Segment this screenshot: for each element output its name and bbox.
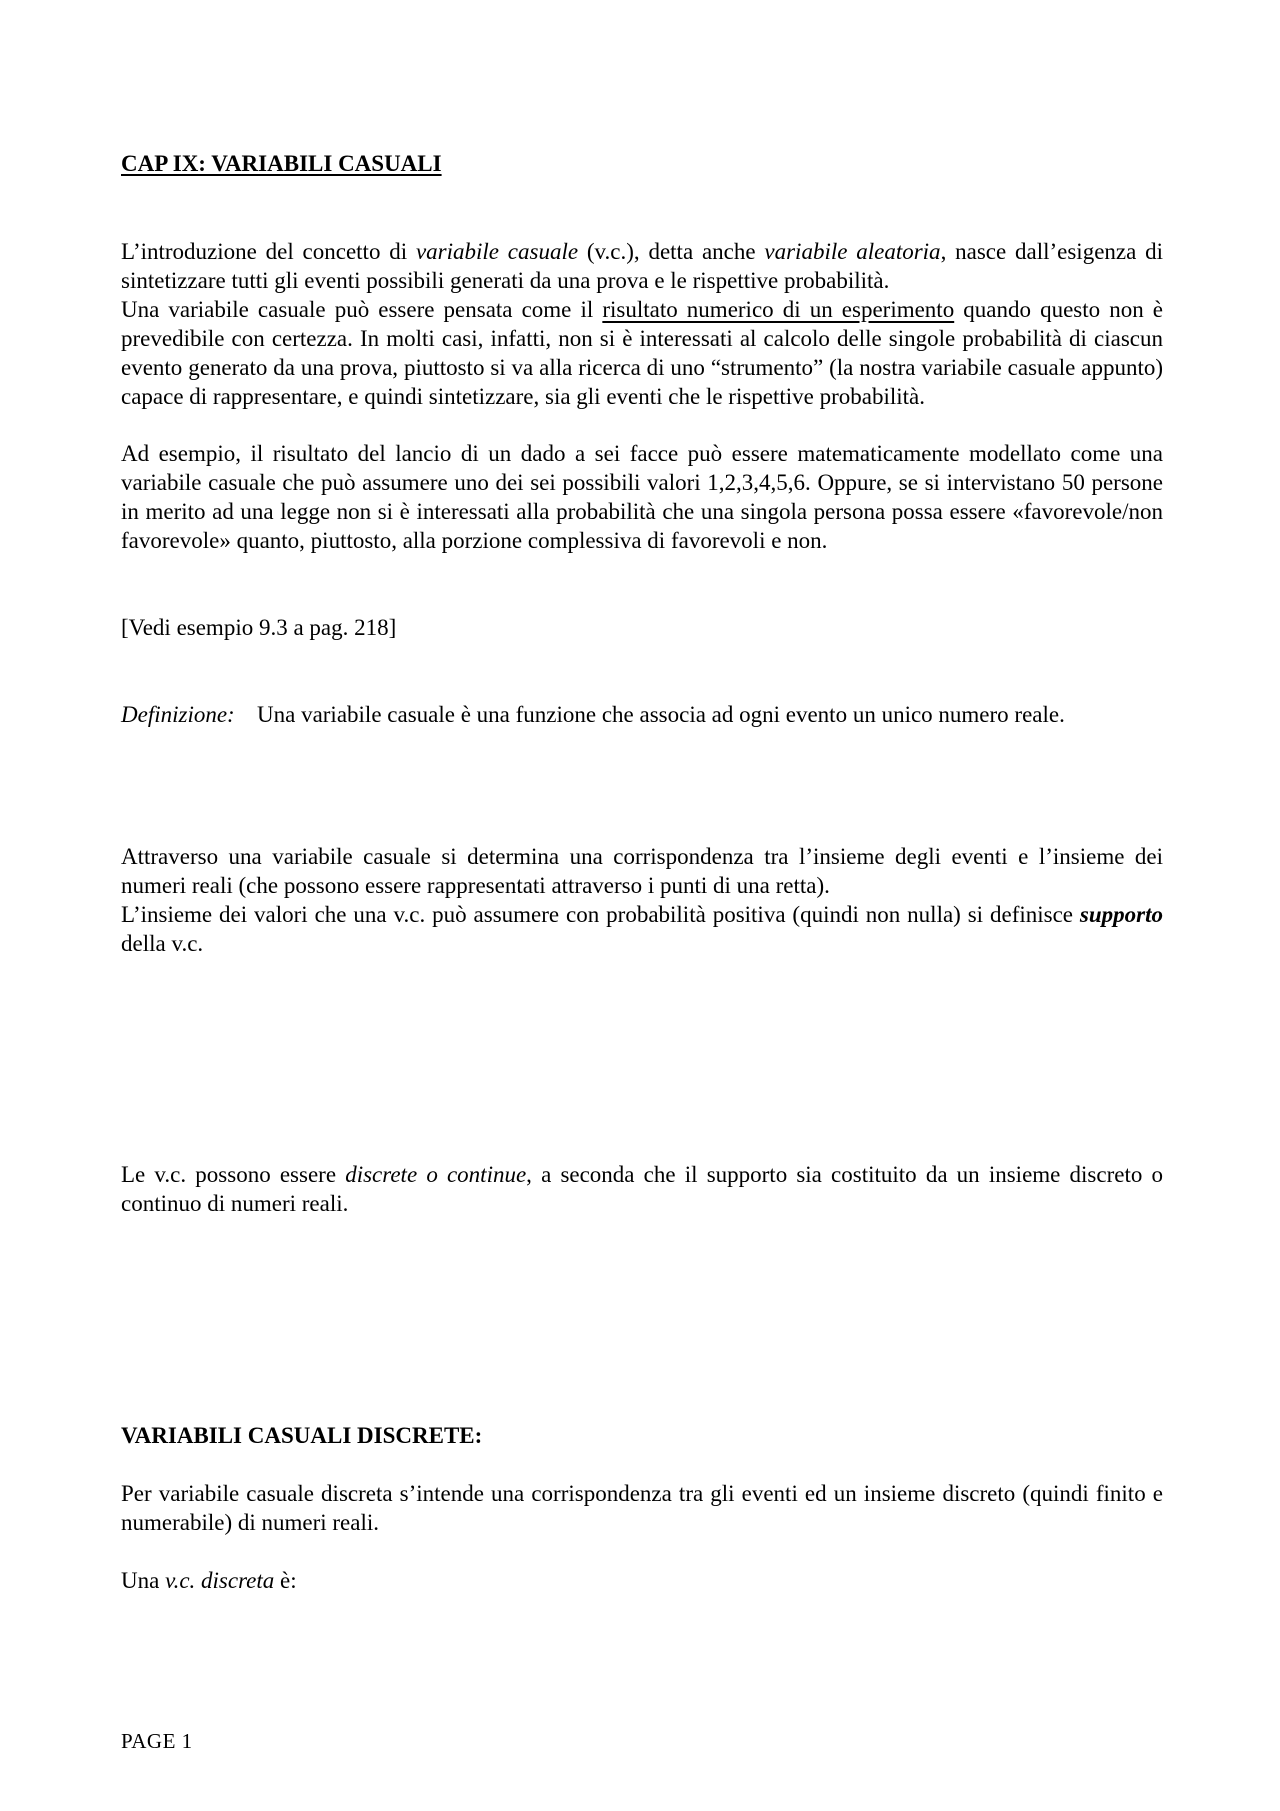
types-text: , a seconda che il supporto sia costituito da un insieme discreto o continuo di numeri reali.: [121, 1162, 1164, 1216]
definition-label: Definizione:: [121, 702, 235, 727]
intro-paragraph-2: [121, 295, 1163, 411]
discrete-text: Una: [121, 1568, 166, 1593]
term-discrete-continue: discrete o continue: [345, 1162, 527, 1187]
intro-text: quando questo non è prevedibile con certezza. In molti casi, infatti, non si è interessati al calcolo delle singole probabilità di ciascun evento generato da una prova, piuttosto si va alla ricerca di uno “strumento” (la nostra variabile casuale appunto) capace di rappresentare, e quindi sintetizzare, sia gli eventi che le rispettive probabilità.: [121, 297, 1163, 409]
intro-text: , nasce dall’esigenza di sintetizzare tutti gli eventi possibili generati da una prova e le rispettive probabilità.: [121, 239, 1164, 293]
term-variabile-casuale: variabile casuale: [415, 239, 579, 264]
term-supporto: supporto: [1079, 902, 1163, 927]
support-text: della v.c.: [121, 931, 204, 956]
support-text: L’insieme dei valori che una v.c. può assumere con probabilità positiva (quindi non nulla) si definisce: [121, 902, 1080, 927]
section-heading-discrete: VARIABILI CASUALI DISCRETE:: [121, 1423, 483, 1448]
definition-block: [121, 700, 1163, 729]
term-vc-discreta: v.c. discreta: [165, 1568, 275, 1593]
correspondence-paragraph-2: [121, 900, 1163, 958]
term-variabile-aleatoria: variabile aleatoria: [764, 239, 941, 264]
definition-text: Una variabile casuale è una funzione che associa ad ogni evento un unico numero reale.: [257, 702, 1065, 727]
discrete-text: è:: [274, 1568, 297, 1593]
discrete-paragraph-1: Per variabile casuale discreta s’intende una corrispondenza tra gli eventi ed un insieme discreto (quindi finito e numerabile) di numeri reali.: [121, 1481, 1163, 1535]
correspondence-paragraph-1: Attraverso una variabile casuale si determina una corrispondenza tra l’insieme degli eventi e l’insieme dei numeri reali (che possono essere rappresentati attraverso i punti di una retta).: [121, 844, 1163, 898]
intro-text: (v.c.), detta anche: [578, 239, 765, 264]
underlined-phrase: risultato numerico di un esperimento: [602, 297, 955, 322]
document-page: [121, 0, 1163, 1811]
types-text: Le v.c. possono essere: [121, 1162, 346, 1187]
intro-paragraph-1: [121, 237, 1163, 295]
intro-text: L’introduzione del concetto di: [121, 239, 416, 264]
chapter-title: CAP IX: VARIABILI CASUALI: [121, 151, 442, 176]
intro-paragraph-3: Ad esempio, il risultato del lancio di un dado a sei facce può essere matematicamente modellato come una variabile casuale che può assumere uno dei sei possibili valori 1,2,3,4,5,6. Oppure, se si intervistano 50 persone in merito ad una legge non si è interessati alla probabilità che una singola persona possa essere «favorevole/non favorevole» quanto, piuttosto, alla porzione complessiva di favorevoli e non.: [121, 441, 1163, 553]
intro-text: Una variabile casuale può essere pensata come il: [121, 297, 603, 322]
types-paragraph: [121, 1160, 1163, 1218]
reference-note: [Vedi esempio 9.3 a pag. 218]: [121, 615, 397, 640]
page-number: PAGE 1: [121, 1729, 193, 1753]
discrete-paragraph-2: [121, 1566, 1163, 1595]
